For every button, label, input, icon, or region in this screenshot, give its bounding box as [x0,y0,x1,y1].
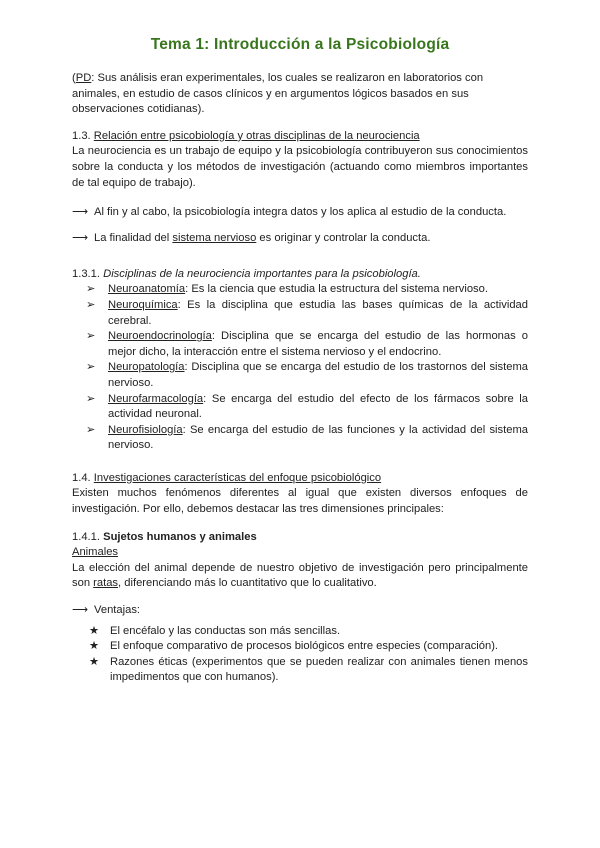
section-number: 1.3. [72,129,91,142]
intro-abbr: PD [75,72,92,84]
list-item [72,329,528,360]
bullet-arrow-icon: ➢ [86,283,96,296]
term: Neurofisiología [108,423,183,436]
star-text: Razones éticas (experimentos que se pueden realizar con animales tienen menos impedimentos que con humanos). [110,655,528,684]
section-number: 1.4. [72,471,91,484]
term-desc: : Disciplina que se encarga del estudio de los trastornos del sistema nervioso. [108,361,528,389]
para-underlined: ratas [93,577,119,590]
arrow-note-1-text: Al fin y al cabo, la psicobiología integra datos y los aplica al estudio de la conducta. [94,206,507,219]
intro-paragraph [72,71,528,118]
page-title: Tema 1: Introducción a la Psicobiología [150,36,450,53]
list-item [72,298,528,329]
ventajas-text: Ventajas: [94,604,141,617]
section-1-4-1-paragraph [72,561,528,592]
term-desc: : Es la disciplina que estudia las bases químicas de la actividad cerebral. [108,298,528,327]
section-1-3-1-heading [72,267,528,283]
section-title: Relación entre psicobiología y otras disciplinas de la neurociencia [93,129,420,142]
intro-open: ( [72,72,76,84]
term: Neuropatología [108,361,185,374]
term: Neuroanatomía [108,283,186,296]
section-1-4-1-heading [72,530,528,546]
arrow-icon: ⟶ [72,232,89,245]
arrow-note-2-pre: La finalidad del [94,232,173,245]
para-post: , diferenciando más lo cuantitativo que lo cualitativo. [118,577,377,590]
star-text: El enfoque comparativo de procesos biológicos entre especies (comparación). [110,640,499,653]
arrow-icon: ⟶ [72,604,89,617]
subheading-animales: Animales [72,546,119,559]
term-desc: : Se encarga del estudio de las funciones y la actividad del sistema nervioso. [108,423,528,452]
star-icon: ★ [89,655,100,668]
term: Neuroquímica [108,298,178,311]
ventajas-label [72,603,528,619]
section-title: Investigaciones características del enfoque psicobiológico [93,471,382,484]
arrow-note-2 [72,231,528,247]
term: Neuroendocrinología [108,330,212,343]
intro-text: : Sus análisis eran experimentales, los cuales se realizaron en laboratorios con animales, en estudio de casos clínicos y en argumentos lógicos basados en sus observaciones cotidianas). [72,72,484,116]
list-item [72,360,528,391]
disciplines-list [72,282,528,454]
star-icon: ★ [89,624,100,637]
term-desc: : Disciplina que se encarga del estudio de las hormonas o mejor dicho, la interacción entre el sistema nervioso y el endocrino. [108,330,528,358]
section-1-4-paragraph: Existen muchos fenómenos diferentes al igual que existen diversos enfoques de investigación. Por ello, debemos destacar las tres dimensiones principales: [72,487,528,516]
bullet-arrow-icon: ➢ [86,361,96,374]
list-item [72,282,528,298]
section-number: 1.3.1. [72,267,100,280]
section-1-3-paragraph: La neurociencia es un trabajo de equipo y la psicobiología contribuyeron sus conocimientos sobre la conducta y los métodos de investigación (actuando como miembros importantes de tal equipo de trabajo). [72,145,528,189]
arrow-note-2-post: es originar y controlar la conducta. [256,232,431,245]
list-item [72,423,528,454]
section-title: Disciplinas de la neurociencia importantes para la psicobiología. [103,267,421,280]
section-1-4-heading [72,471,528,487]
bullet-arrow-icon: ➢ [86,392,96,405]
term-desc: : Se encarga del estudio del efecto de los fármacos sobre la actividad neuronal. [108,392,528,421]
arrow-note-2-underlined: sistema nervioso [172,232,257,245]
bullet-arrow-icon: ➢ [86,330,96,343]
section-number: 1.4.1. [72,530,100,543]
term-desc: : Es la ciencia que estudia la estructura del sistema nervioso. [185,283,488,296]
section-1-3-heading [72,129,528,145]
term: Neurofarmacología [108,392,204,405]
list-item [72,392,528,423]
section-title: Sujetos humanos y animales [103,530,257,543]
arrow-note-1 [72,203,528,222]
para-pre: La elección del animal depende de nuestro objetivo de investigación pero principalmente son [72,561,528,590]
star-text: El encéfalo y las conductas son más sencillas. [110,624,341,637]
ventajas-list [72,624,528,686]
bullet-arrow-icon: ➢ [86,298,96,311]
star-icon: ★ [89,640,100,653]
list-item [72,655,528,686]
list-item [72,639,528,655]
list-item [72,624,528,640]
arrow-icon: ⟶ [72,206,89,219]
bullet-arrow-icon: ➢ [86,423,96,436]
